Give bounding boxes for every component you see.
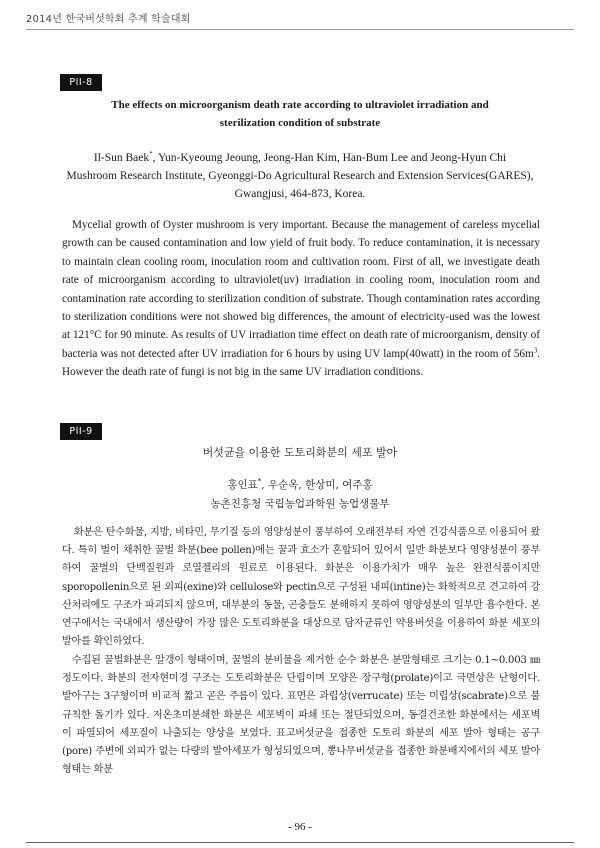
abstract-title-line1: The effects on microorganism death rate according to ultraviolet irradiation and <box>111 99 489 111</box>
authors-first: Il-Sun Baek <box>93 152 150 164</box>
abstract-affiliation: 농촌진흥청 국립농업과학원 농업생물부 <box>210 498 390 510</box>
footer-rule <box>26 842 574 843</box>
authors-first: 홍인표 <box>227 479 258 491</box>
abstract-title: 버섯균을 이용한 도토리화분의 세포 발아 <box>202 446 398 459</box>
authors-rest: , 우순옥, 한상미, 여주홍 <box>261 479 373 491</box>
superscript-3: 3 <box>533 346 538 355</box>
abstract-affiliation-line1: Mushroom Research Institute, Gyeonggi-Do Agricultural Research and Extension Services(GARES), <box>66 170 534 182</box>
abstract-tag: PII-8 <box>60 74 102 91</box>
authors-rest: , Yun-Kyeoung Jeoung, Jeong-Han Kim, Han-Bum Lee and Jeong-Hyun Chi <box>152 152 507 164</box>
abstract-title-line2: sterilization condition of substrate <box>219 117 381 129</box>
page-number: - 96 - <box>288 821 312 833</box>
corresponding-mark: * <box>257 477 262 486</box>
running-header: 2014년 한국버섯학회 추계 학술대회 <box>26 14 191 25</box>
abstract-authors <box>60 476 540 494</box>
abstract-affiliation-line2: Gwangjusi, 464-873, Korea. <box>234 188 366 200</box>
abstract-body <box>62 216 540 382</box>
abstract-authors <box>60 149 540 167</box>
abstract-paragraph-1: 화분은 탄수화물, 지방, 비타민, 무기질 등의 영양성분이 풍부하여 오래전부터 자연 건강식품으로 이용되어 왔다. 특히 벌이 채취한 꿀벌 화분(bee pollen)에는 꿀과 효소가 혼합되어 있어서 일반 화분보다 영양성분이 풍부하여 꿀벌의 단백질원과 로열젤리의 원료로 이용된다. 화분은 이용가치가 매우 높은 완전식품이지만 sporopollenin으로 된 외피(exine)와 cellulose와 pectin으로 구성된 내피(intine)는 화학적으로 견고하여 강산처리에도 구조가 파괴되지 않으며, 대부분의 동물, 곤충들도 분해하지 못하여 영양성분의 일부만 흡수한다. 본 연구에서는 국내에서 생산량이 가장 많은 도토리화분을 대상으로 담자균류인 약용버섯을 이용하여 화분 세포의 발아를 확인하였다. <box>62 527 540 648</box>
header-rule <box>26 29 574 30</box>
abstract-tag: PII-9 <box>60 423 102 440</box>
abstract-paragraph-2: 수집된 꿀벌화분은 알갱이 형태이며, 꿀벌의 분비물을 제거한 순수 화분은 분말형태로 크기는 0.1~0.003 ㎜ 정도이다. 화분의 전자현미경 구조는 도토리화분은 단립이며 모양은 장구형(prolate)이고 극면상은 난형이다. 발아구는 3구형이며 비교적 짧고 곧은 주름이 있다. 표면은 과립상(verrucate) 또는 미립상(scabrate)으로 불규칙한 돌기가 있다. 저온초미분쇄한 화분은 세포벽이 파쇄 또는 절단되었으며, 동결건조한 화분에서는 세포벽이 파열되어 세포질이 나출되는 양상을 보였다. 표고버섯균을 접종한 도토리 화분의 세포 발아 형태는 공구(pore) 주변에 외피가 없는 다량의 발아세포가 형성되었으며, 뽕나무버섯균을 접종한 화분배지에서의 세포 발아 형태는 화분 <box>62 655 540 776</box>
abstract-body-text: Mycelial growth of Oyster mushroom is very important. Because the management of careless mycelial growth can be caused contamination and low yield of fruit body. To reduce contamination, it is necessary to maintain clean cooling room, inoculation room and cultivation room. First of all, we investigate death rate of microorganism according to ultraviolet(uv) irradiation in cooling room, inoculation room and contamination rate according to sterilization condition of substrate. Though contamination rates according to sterilization conditions were not showed big differences, the amount of electricity-used was the lowest at 121°C for 90 minute. As results of UV irradiation time effect on death rate of microorganism, density of bacteria was not detected after UV irradiation for 6 hours by using UV lamp(40watt) in the room of 56m <box>62 219 540 360</box>
corresponding-mark: * <box>149 150 153 159</box>
abstract-body-text-end: . However the death rate of fungi is not big in the same UV irradiation conditions. <box>62 347 540 379</box>
